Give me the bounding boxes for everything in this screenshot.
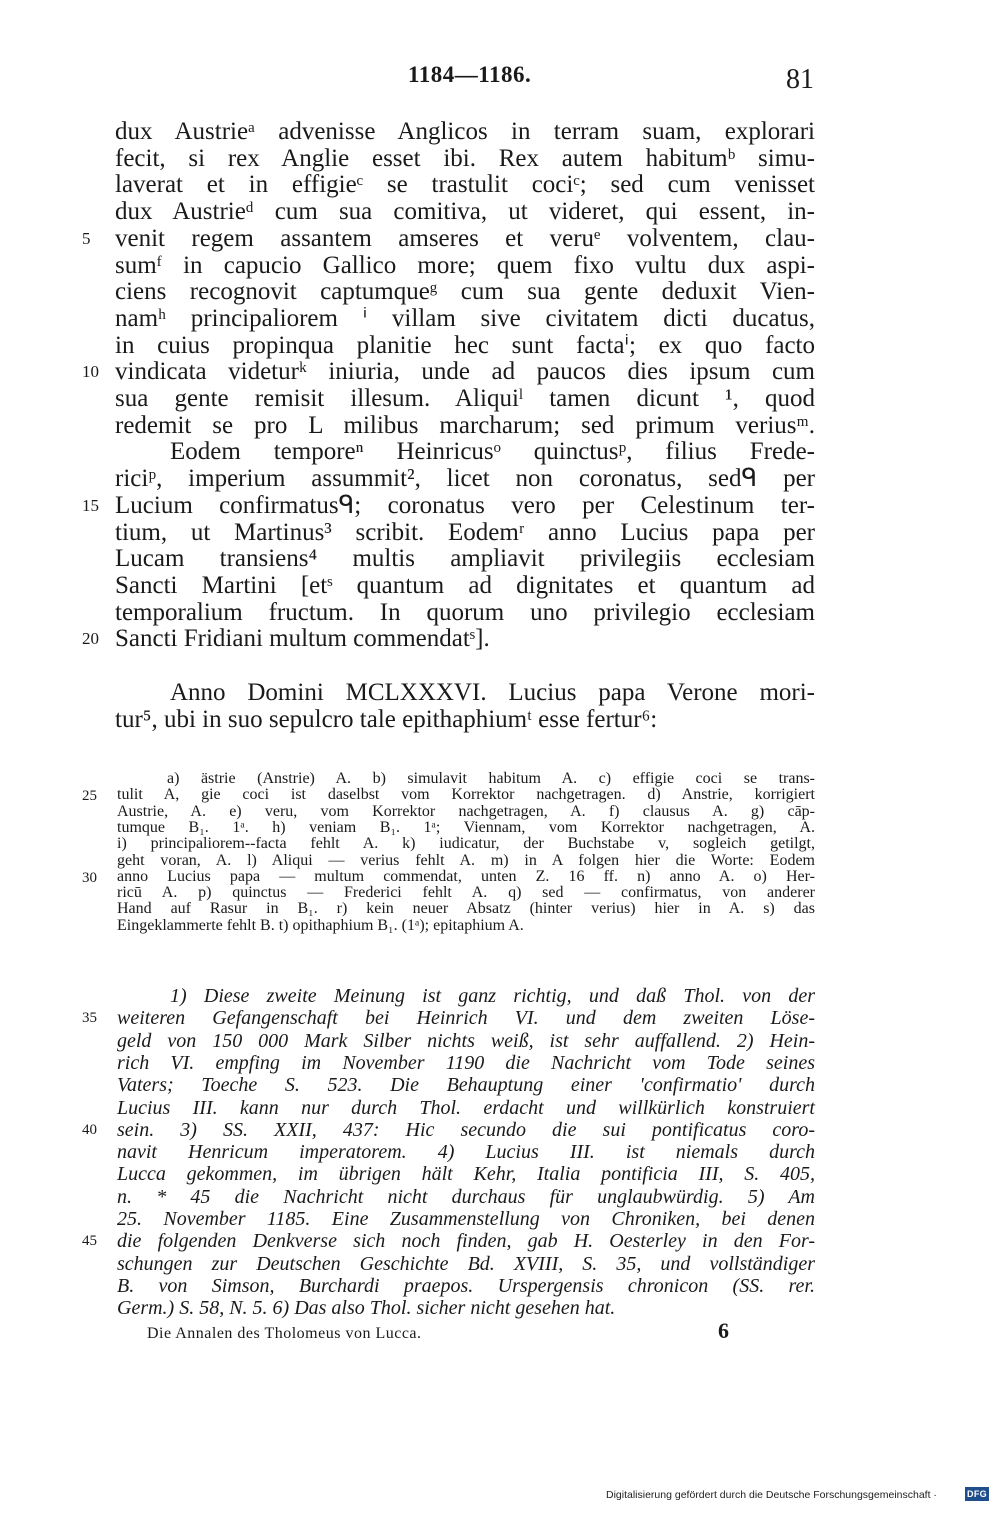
main-text-line: in cuius propinqua planitie hec sunt factaⁱ; ex quo facto	[115, 331, 815, 359]
line-number: 25	[82, 788, 97, 805]
apparatus-note-line: Austrie, A. e) veru, vom Korrektor nachgetragen, A. f) clausus A. g) cāp-	[117, 802, 815, 820]
main-text-line: sumᶠ in capucio Gallico more; quem fixo vultu dux aspi-	[115, 251, 815, 279]
main-text-line: Lucium confirmatusᑫ; coronatus vero per Celestinum ter-	[115, 491, 815, 519]
commentary-note-line: schungen zur Deutschen Geschichte Bd. XVIII, S. 35, und vollständiger	[117, 1252, 815, 1275]
commentary-note-line: 1) Diese zweite Meinung ist ganz richtig, und daß Thol. von der	[170, 985, 815, 1007]
commentary-note-line: weiteren Gefangenschaft bei Heinrich VI. und dem zweiten Löse-	[117, 1007, 815, 1030]
commentary-note-line: sein. 3) SS. XXII, 437: Hic secundo die sui pontificatus coro-	[117, 1118, 815, 1141]
commentary-note-line: die folgenden Denkverse sich noch finden, gab H. Oesterley in den For-	[117, 1230, 815, 1253]
main-text-line: dux Austrieᵈ cum sua comitiva, ut videret, qui essent, in-	[115, 198, 815, 226]
apparatus-note-line: Eingeklammerte fehlt B. t) opithaphium B₁. (1ᵃ); epitaphium A.	[117, 916, 524, 934]
commentary-note-line: navit Henricum imperatorem. 4) Lucius III. ist niemals durch	[117, 1141, 815, 1164]
main-text-line: redemit se pro L milibus marcharum; sed primum veriusᵐ.	[115, 411, 815, 439]
line-number: 10	[82, 362, 99, 382]
page-number: 81	[786, 64, 814, 95]
main-text-line: sua gente remisit illesum. Aliquiˡ tamen dicunt ¹, quod	[115, 385, 815, 412]
digitization-credit: Digitalisierung gefördert durch die Deutsche Forschungsgemeinschaft ·	[606, 1489, 937, 1501]
line-number: 30	[82, 869, 97, 886]
commentary-note-line: B. von Simson, Burchardi praepos. Urspergensis chronicon (SS. rer.	[117, 1274, 815, 1297]
line-number: 35	[82, 1010, 97, 1027]
line-number: 20	[82, 629, 99, 649]
apparatus-note-line: a) ästrie (Anstrie) A. b) simulavit habitum A. c) effigie coci se trans-	[167, 770, 815, 787]
line-number: 40	[82, 1121, 97, 1138]
apparatus-note-line: tulit A, gie coci ist daselbst vom Korrektor nachgetragen. d) Anstrie, korrigiert	[117, 786, 815, 804]
main-text-line: ciens recognovit captumqueᵍ cum sua gente deduxit Vien-	[115, 278, 815, 306]
line-number: 5	[82, 228, 91, 248]
running-title: 1184—1186.	[408, 62, 532, 87]
main-text-line: venit regem assantem amseres et veruᵉ volventem, clau-	[115, 224, 815, 252]
dfg-logo: DFG	[965, 1487, 989, 1501]
commentary-note-line: n. * 45 die Nachricht nicht durchaus für unglaubwürdig. 5) Am	[117, 1185, 815, 1208]
apparatus-note-line: tumque B₁. 1ᵃ. h) veniam B₁. 1ᵃ; Viennam, vom Korrektor nachgetragen, A.	[117, 818, 815, 836]
main-text-line: namʰ principaliorem ⁱ villam sive civitatem dicti ducatus,	[115, 304, 815, 332]
main-text-line: tium, ut Martinus³ scribit. Eodemʳ anno Lucius papa per	[115, 518, 815, 546]
book-title-footer: Die Annalen des Tholomeus von Lucca.	[147, 1325, 422, 1342]
main-text-line: dux Austrieᵃ advenisse Anglicos in terram suam, explorari	[115, 118, 815, 145]
main-text-line: Lucam transiens⁴ multis ampliavit privilegiis ecclesiam	[115, 545, 815, 573]
commentary-note-line: Lucca gekommen, im übrigen hält Kehr, Italia pontificia III, S. 405,	[117, 1163, 815, 1186]
main-text-line: laverat et in effigieᶜ se trastulit cociᶜ; sed cum venisset	[115, 171, 815, 199]
main-text-line: Eodem temporeⁿ Heinricusᵒ quinctusᵖ, filius Frede-	[170, 438, 815, 466]
apparatus-note-line: anno Lucius papa — multum commendat, unten Z. 16 ff. n) anno A. o) Her-	[117, 867, 815, 885]
commentary-note-line: Lucius III. kann nur durch Thol. erdacht und willkürlich konstruiert	[117, 1096, 815, 1119]
commentary-note-line: rich VI. empfing im November 1190 die Nachricht vom Tode seines	[117, 1051, 815, 1074]
apparatus-note-line: i) principaliorem--facta fehlt A. k) iudicatur, der Buchstabe v, sogleich getilgt,	[117, 835, 815, 853]
main-text-line: Anno Domini MCLXXXVI. Lucius papa Verone mori-	[170, 679, 815, 706]
line-number: 45	[82, 1233, 97, 1250]
main-text-line: Sancti Martini [etˢ quantum ad dignitates et quantum ad	[115, 571, 815, 599]
apparatus-note-line: ricū A. p) quinctus — Frederici fehlt A. q) sed — confirmatus, von anderer	[117, 884, 815, 902]
page-header	[0, 58, 1000, 98]
commentary-note-line: geld von 150 000 Mark Silber nichts weiß, ist sehr auffallend. 2) Hein-	[117, 1029, 815, 1052]
main-text-line: tur⁵, ubi in suo sepulcro tale epithaphiumᵗ esse fertur⁶:	[115, 706, 658, 733]
commentary-note-line: Germ.) S. 58, N. 5. 6) Das also Thol. sicher nicht gesehen hat.	[117, 1297, 616, 1320]
commentary-note-line: 25. November 1185. Eine Zusammenstellung von Chroniken, bei denen	[117, 1208, 815, 1230]
main-text-line: fecit, si rex Anglie esset ibi. Rex autem habitumᵇ simu-	[115, 144, 815, 172]
apparatus-note-line: Hand auf Rasur in B₁. r) kein neuer Absatz (hinter verius) hier in A. s) das	[117, 900, 815, 918]
main-text-line: Sancti Fridiani multum commendatˢ].	[115, 625, 490, 653]
apparatus-note-line: geht voran, A. l) Aliqui — verius fehlt A. m) in A folgen hier die Worte: Eodem	[117, 851, 815, 869]
signature-mark: 6	[718, 1318, 729, 1343]
main-text-line: vindicata videturᵏ iniuria, unde ad paucos dies ipsum cum	[115, 358, 815, 386]
main-text-line: temporalium fructum. In quorum uno privilegio ecclesiam	[115, 598, 815, 626]
line-number: 15	[82, 495, 99, 515]
commentary-note-line: Vaters; Toeche S. 523. Die Behauptung einer 'confirmatio' durch	[117, 1074, 815, 1097]
main-text-line: riciᵖ, imperium assummit², licet non coronatus, sedᑫ per	[115, 465, 815, 493]
